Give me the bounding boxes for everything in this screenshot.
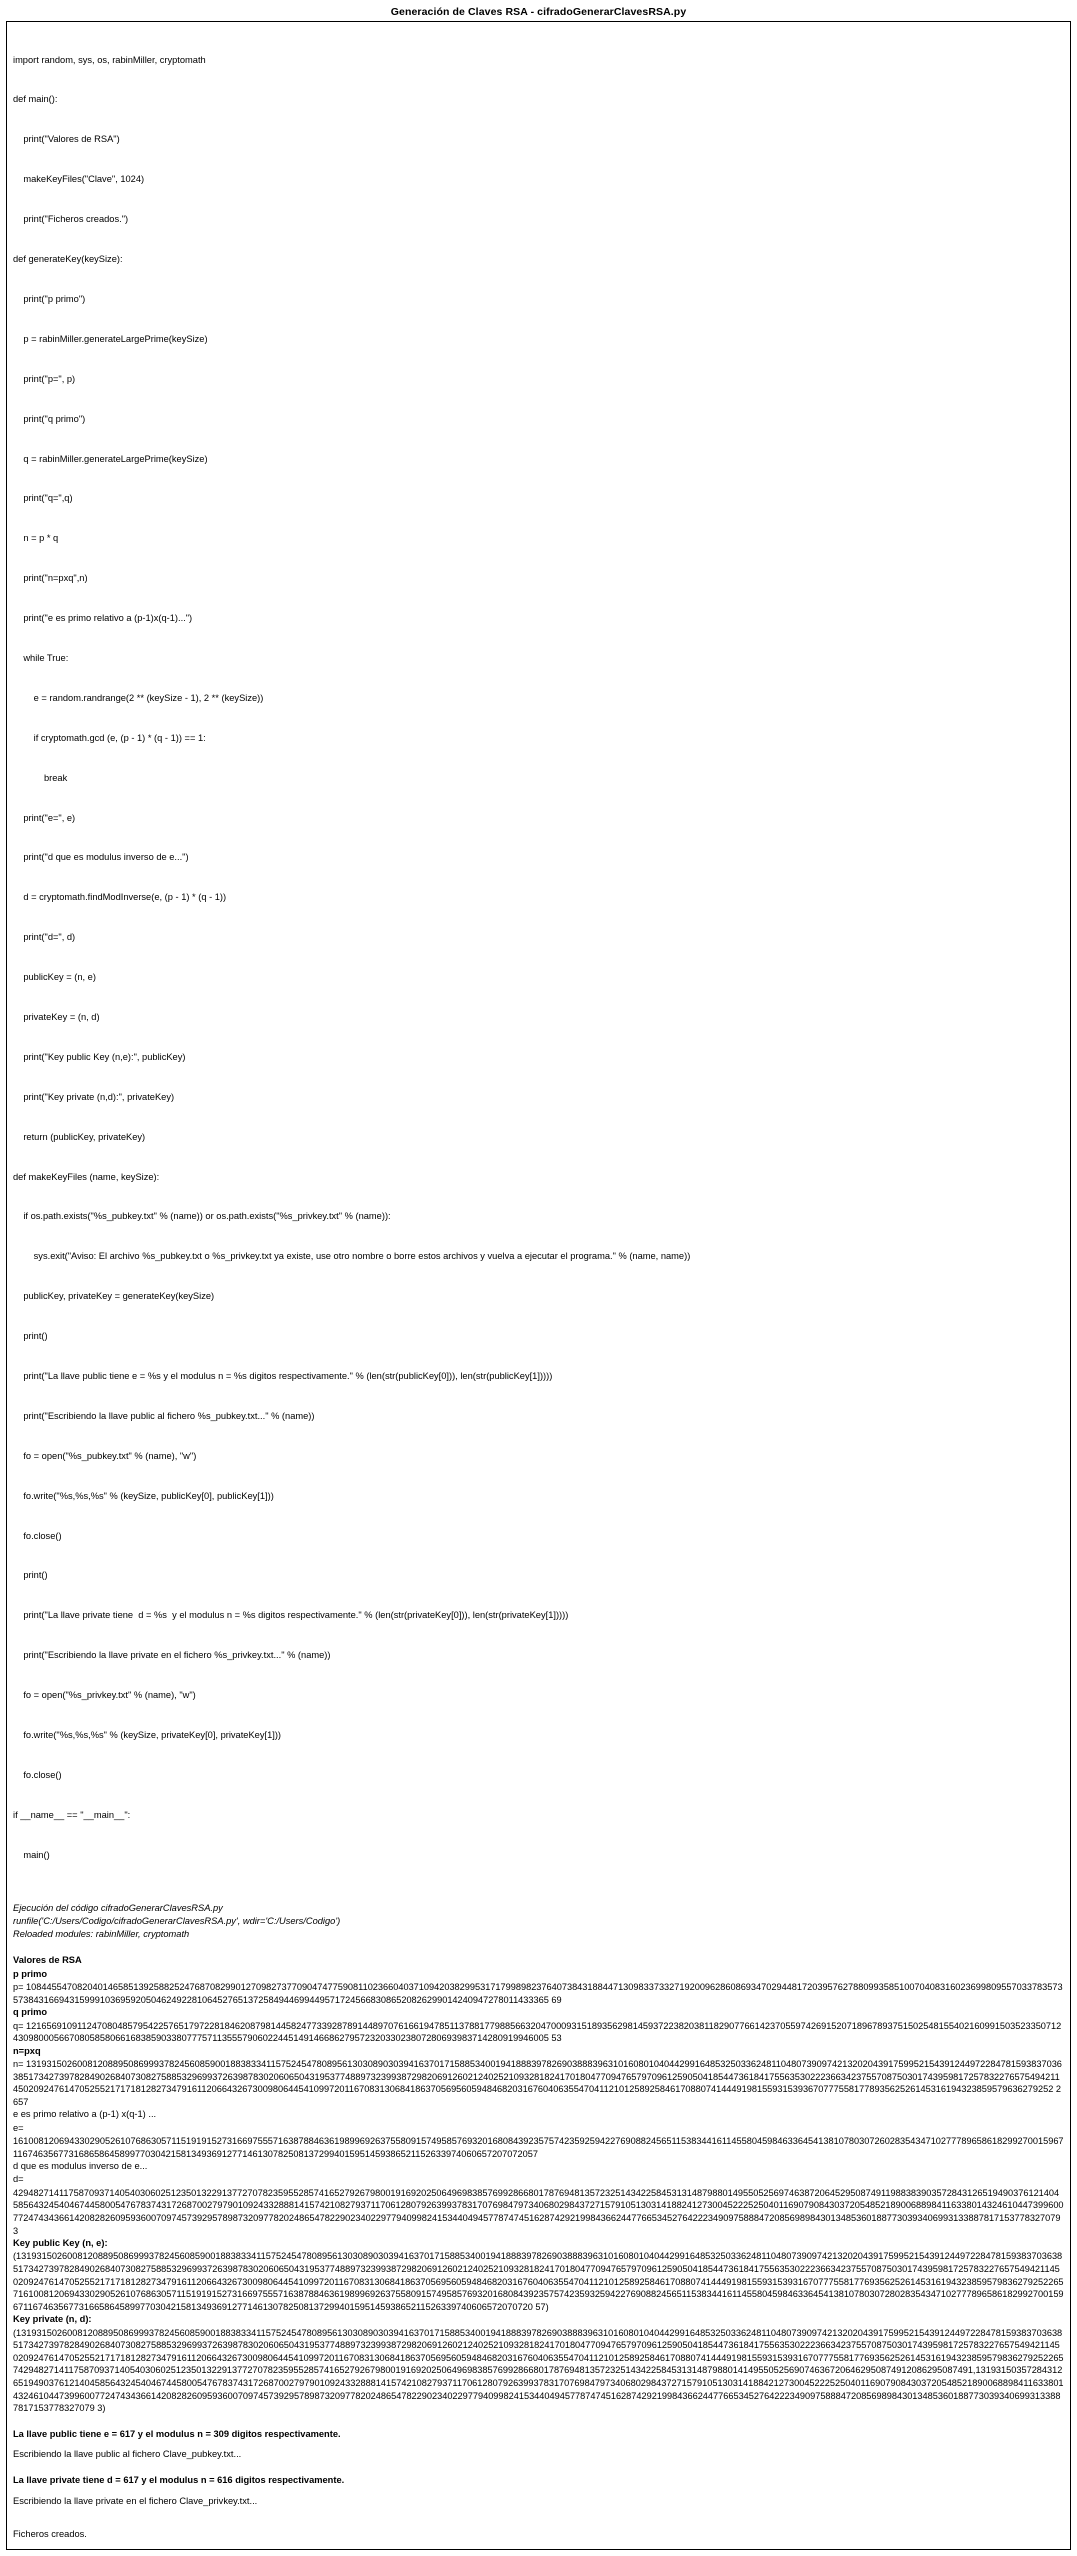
code-line: privateKey = (n, d) <box>13 1011 100 1022</box>
code-line: print("d=", d) <box>13 932 76 943</box>
code-line: sys.exit("Aviso: El archivo %s_pubkey.txt o %s_privkey.txt ya existe, use otro nombre o borre estos archivos y vuelva a ejecutar el programa." % (name, name)) <box>13 1251 691 1262</box>
code-line: if cryptomath.gcd (e, (p - 1) * (q - 1)) == 1: <box>13 732 206 743</box>
code-line: print("Escribiendo la llave public al fichero %s_pubkey.txt..." % (name)) <box>13 1410 315 1421</box>
p-primo-label: p primo <box>13 1968 48 1979</box>
code-line: d = cryptomath.findModInverse(e, (p - 1) * (q - 1)) <box>13 892 227 903</box>
code-line: n = p * q <box>13 533 59 544</box>
code-line: print("La llave private tiene d = %s y el modulus n = %s digitos respectivamente." % (len(str(privateKey[0])), len(str(privateKey[1])))) <box>13 1610 569 1621</box>
code-line: print("La llave public tiene e = %s y el modulus n = %s digitos respectivamente." % (len(str(publicKey[0])), len(str(publicKey[1])))) <box>13 1370 553 1381</box>
code-line: makeKeyFiles("Clave", 1024) <box>13 174 145 185</box>
code-line: def generateKey(keySize): <box>13 254 123 265</box>
code-line: break <box>13 772 68 783</box>
code-line: return (publicKey, privateKey) <box>13 1131 146 1142</box>
code-line: if os.path.exists("%s_pubkey.txt" % (name)) or os.path.exists("%s_privkey.txt" % (name)): <box>13 1211 391 1222</box>
code-line: publicKey, privateKey = generateKey(keySize) <box>13 1291 215 1302</box>
code-line: while True: <box>13 652 69 663</box>
code-line: fo.write("%s,%s,%s" % (keySize, privateKey[0], privateKey[1])) <box>13 1730 282 1740</box>
output-title: Valores de RSA <box>13 1955 82 1966</box>
code-line: print("Ficheros creados.") <box>13 214 129 225</box>
public-key-label: Key public Key (n, e): <box>13 2238 108 2249</box>
content-frame <box>6 21 1071 2550</box>
page-title: Generación de Claves RSA - cifradoGenerarClavesRSA.py <box>390 6 687 18</box>
code-line: def main(): <box>13 94 58 105</box>
private-key-value: (131931502600812088950869993782456085900188383341157524547808956130308903039416370171588534001941888397826903888396310160801040442991648532503362481104807390974213202043917599521543912449722847815938370363851734273978284902684073082758853296993726398783020606504319537748897323993872982069126021240252109328182417018047709476579709612590504185447361841755635302223663423755708750301743959817257832276575494211450209247614705255217171812827347916112066432673009806445410997201167083130684186370569560594846820316760406355470411210125892584617088074144491981559315393167077755817769356252614531619432385957983627925226574294827141175870937140540306025123501322913772707823595528574165279267980019169202506496983857699286680178769481357232514342258453131487988014149550525690746367206462950874912086295087491,131931503572843126519490376121404585643245404674458005476783743172687002797901092433288814157421082793711706128079263993783170769847973406802984372715791051303141884212730045222525040116907908430372054852189006889841163380143246104473996007724743436614208282609593600709745739295789873209778202486547822902340229779409982415344049457787474516287429219984366244776653452764222349097588847208569898430134853601887730393406993133887817153778327079 3) <box>13 2327 1064 2414</box>
code-line: publicKey = (n, e) <box>13 972 96 983</box>
private-key-label: Key private (n, d): <box>13 2314 92 2325</box>
p-value: p= 10844554708204014658513925882524768708299012709827377090474775908110236604037109420382995317179989823764073843188447130983373327192009628608693470294481720395762788099358510070408316023699809557033783573573843166943159991036959205046249228106452765137258494469944957172456683086520826299014240947278011433365 69 <box>13 1982 1063 2005</box>
code-line: fo.write("%s,%s,%s" % (keySize, publicKey[0], publicKey[1])) <box>13 1490 274 1501</box>
code-line: fo = open("%s_privkey.txt" % (name), "w") <box>13 1690 196 1701</box>
d-label: d= <box>13 2174 24 2185</box>
code-line: print("p=", p) <box>13 373 76 384</box>
private-key-write-status: Escribiendo la llave private en el fichero Clave_privkey.txt... <box>13 2495 258 2506</box>
code-line: print("q primo") <box>13 413 86 424</box>
source-code-block <box>13 27 1064 1889</box>
code-line: print("Key public Key (n,e):", publicKey) <box>13 1051 186 1062</box>
public-key-summary: La llave public tiene e = 617 y el modulus n = 309 digitos respectivamente. <box>13 2428 341 2439</box>
code-line: p = rabinMiller.generateLargePrime(keySize) <box>13 333 208 344</box>
code-line: fo.close() <box>13 1769 62 1780</box>
e-relative-label: e es primo relativo a (p-1) x(q-1) ... <box>13 2109 157 2120</box>
code-line: print("q=",q) <box>13 493 73 504</box>
code-line: print("Escribiendo la llave private en el fichero %s_privkey.txt..." % (name)) <box>13 1650 331 1661</box>
code-line: print("Key private (n,d):", privateKey) <box>13 1091 175 1102</box>
public-key-value: (131931502600812088950869993782456085900188383341157524547808956130308903039416370171588534001941888397826903888396310160801040442991648532503362481104807390974213202043917599521543912449722847815938370363851734273978284902684073082758853296993726398783020606504319537748897323993872982069126021240252109328182417018047709476579709612590504185447361841755635302223663423755708750301743959817257832276575494211450209247614705255217171812827347916112066432673009806445410997201167083130684186370569560594846820316760406355470411210125892584617088074144491981559315393167077755817769356252614531619432385957983627925226571610081206943302905261076863057115191915273166975557163878846361989969263755809157495857693201680843923575742359325942276908824565115383441611455804598463364541381078030728028354347102777896586182992700159671167463567731665864589977030421581349369127714613078250813729940159514593865211526339740606572070720 57) <box>13 2251 1064 2312</box>
q-primo-label: q primo <box>13 2007 48 2018</box>
d-modinverse-label: d que es modulus inverso de e... <box>13 2161 148 2172</box>
code-line: fo.close() <box>13 1530 62 1541</box>
code-line: print() <box>13 1331 48 1342</box>
code-line: print() <box>13 1570 48 1581</box>
execution-runfile: runfile('C:/Users/Codigo/cifradoGenerarClavesRSA.py', wdir='C:/Users/Codigo') <box>13 1915 341 1926</box>
code-line: def makeKeyFiles (name, keySize): <box>13 1171 160 1182</box>
q-value: q= 12165691091124708048579542257651797228184620879814458247733928789144897076166194785113788177988566320470009315189356298145937223820381182907766142370559742691520718967893751502548155402160991503523350712430980005667080585806616838590338077757113555790602244514914668627957232033023807280693983714280919946005 53 <box>13 2020 1062 2044</box>
code-line: print("p primo") <box>13 293 86 304</box>
code-line: print("Valores de RSA") <box>13 134 120 145</box>
code-line: import random, sys, os, rabinMiller, cryptomath <box>13 54 206 65</box>
n-label: n=pxq <box>13 2045 41 2056</box>
execution-heading: Ejecución del código cifradoGenerarClavesRSA.py <box>13 1902 223 1913</box>
code-line: e = random.randrange(2 ** (keySize - 1), 2 ** (keySize)) <box>13 692 264 703</box>
code-line: print("e es primo relativo a (p-1)x(q-1)...") <box>13 613 193 624</box>
private-key-summary: La llave private tiene d = 617 y el modulus n = 616 digitos respectivamente. <box>13 2475 345 2486</box>
files-created-status: Ficheros creados. <box>13 2529 87 2540</box>
code-line: if __name__ == "__main__": <box>13 1809 131 1820</box>
e-label: e= <box>13 2122 24 2133</box>
e-value: 161008120694330290526107686305711519191527316697555716387884636198996926375580915749585769320168084392357574235925942276908824565115383441611455804598463364541381078030726028354347102777896586182992700159671167463567731686586458997703042158134936912771461307825081372994015951459386521152633974060657207072057 <box>13 2135 1064 2159</box>
d-value: 4294827141175870937140540306025123501322913772707823595528574165279267980019169202506496983857699286680178769481357232514342258453131487988014955052569746387206452950874911988383903572843126519490376121404585643245404674458005476783743172687002797901092433288814157421082793711706128079263993783170769847973406802984372715791051303141882412730045222525040116907908430372054852189006889841163380143246104473996007724743436614208282609593600709745739295789873209778202486547822902340229779409982415344049457787474516287429219984366244776653452764222349097588847208569898430134853601887730393406993133887817153778327079 3 <box>13 2187 1064 2236</box>
code-line: main() <box>13 1849 50 1860</box>
code-line: print("e=", e) <box>13 812 76 823</box>
code-line: print("n=pxq",n) <box>13 573 88 584</box>
code-line: fo = open("%s_pubkey.txt" % (name), "w") <box>13 1450 197 1461</box>
code-line: q = rabinMiller.generateLargePrime(keySize) <box>13 453 208 464</box>
n-value: n= 131931502600812088950869993782456085900188383341157524547808956130308903039416370171588534001941888397826903888396310160801040442991648532503362481104807390974213202043917599521543912449722847815938370363851734273978284902684073082758853296993726398783020606504319537748897323993872982069126021240252109328182417018047709476579709612590504185447361841755635302223663423755708750301743959817257832276575494211450209247614705255217171812827347916112066432673009806445410997201167083130684186370569560594846820316760406355470411210125892584617088074144491981559315393670777558177893562526145316194323859579636279252 2657 <box>13 2059 1062 2107</box>
public-key-write-status: Escribiendo la llave public al fichero Clave_pubkey.txt... <box>13 2449 242 2460</box>
code-line: print("d que es modulus inverso de e...") <box>13 852 189 863</box>
execution-reloaded-modules: Reloaded modules: rabinMiller, cryptomath <box>13 1929 190 1940</box>
